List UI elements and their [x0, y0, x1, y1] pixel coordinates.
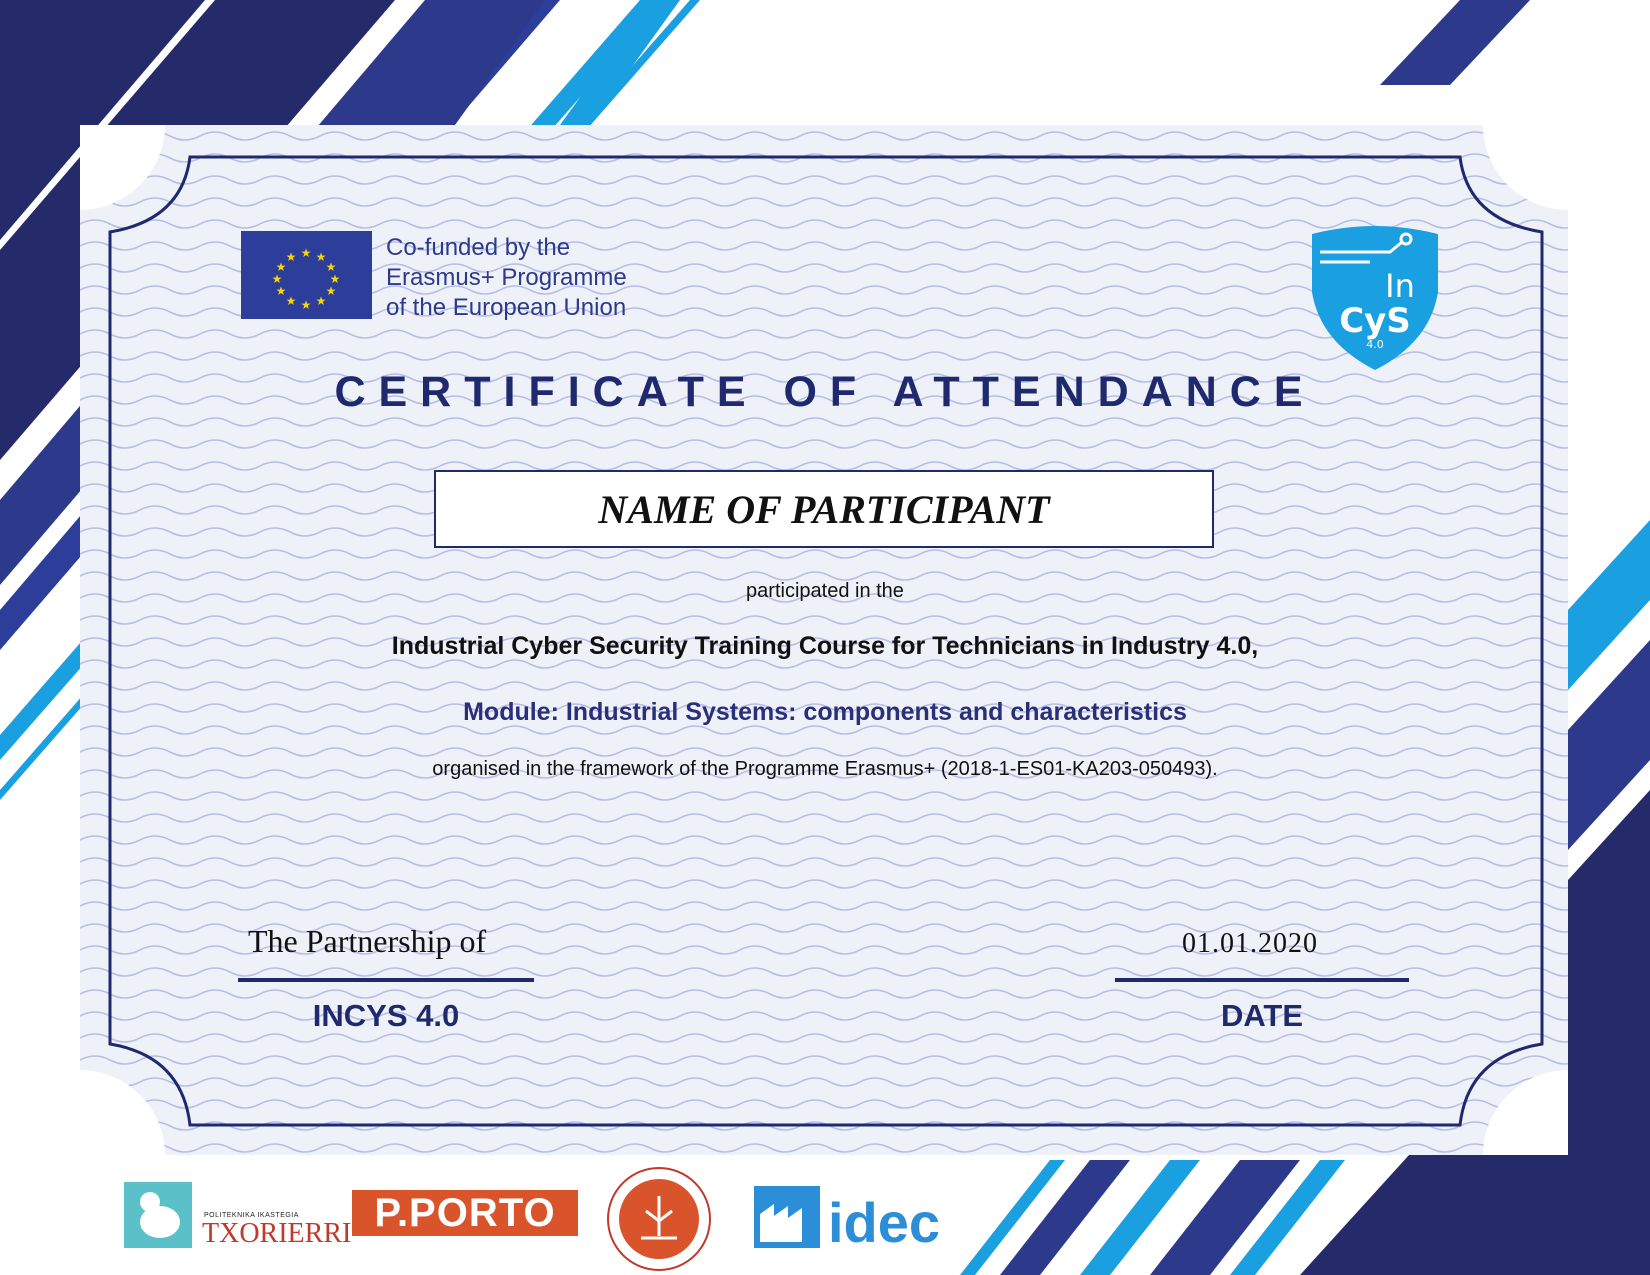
txorierri-subtitle: POLITEKNIKA IKASTEGIA — [204, 1212, 299, 1219]
partnership-text: The Partnership of — [248, 923, 487, 959]
svg-text:★: ★ — [329, 272, 341, 286]
pporto-logo: P.PORTO — [352, 1190, 578, 1236]
svg-text:★: ★ — [285, 294, 297, 308]
svg-text:★: ★ — [271, 272, 283, 286]
incys-label: INCYS 4.0 — [312, 998, 460, 1033]
svg-text:★: ★ — [275, 284, 287, 298]
date-value: 01.01.2020 — [1182, 928, 1318, 959]
module-title: Module: Industrial Systems: components and characteristics — [463, 698, 1187, 726]
svg-text:★: ★ — [300, 298, 312, 312]
svg-text:★: ★ — [285, 250, 297, 264]
svg-text:★: ★ — [275, 260, 287, 274]
organised-text: organised in the framework of the Programme Erasmus+ (2018-1-ES01-KA203-050493). — [432, 758, 1218, 780]
idec-logo-text: idec — [828, 1191, 941, 1254]
signature-line-left — [238, 978, 534, 982]
certificate-title: CERTIFICATE OF ATTENDANCE — [334, 368, 1316, 416]
participant-name-box: NAME OF PARTICIPANT — [434, 470, 1214, 548]
incys-logo-line1: In — [1385, 267, 1415, 305]
eu-funding-text — [386, 233, 627, 323]
svg-text:★: ★ — [315, 294, 327, 308]
incys-logo-version: 4.0 — [1366, 338, 1384, 351]
university-seal-icon — [606, 1166, 712, 1272]
course-title: Industrial Cyber Security Training Course for Technicians in Industry 4.0, — [391, 632, 1259, 660]
eu-line-1: Co-funded by the — [386, 234, 571, 261]
participated-text: participated in the — [746, 580, 904, 602]
idec-factory-logo-icon — [754, 1186, 820, 1248]
svg-text:★: ★ — [315, 250, 327, 264]
date-label: DATE — [1220, 998, 1304, 1033]
signature-line-right — [1115, 978, 1409, 982]
incys-shield-logo-icon — [1310, 222, 1440, 372]
svg-text:★: ★ — [325, 260, 337, 274]
eu-line-3: of the European Union — [386, 294, 627, 321]
eu-line-2: Erasmus+ Programme — [386, 264, 627, 291]
txorierri-bird-logo-icon — [124, 1182, 192, 1248]
incys-logo-line2: CyS — [1339, 301, 1411, 341]
txorierri-name: TXORIERRI — [202, 1218, 352, 1249]
svg-text:★: ★ — [300, 246, 312, 260]
svg-text:★: ★ — [325, 284, 337, 298]
eu-flag-icon — [241, 231, 372, 319]
